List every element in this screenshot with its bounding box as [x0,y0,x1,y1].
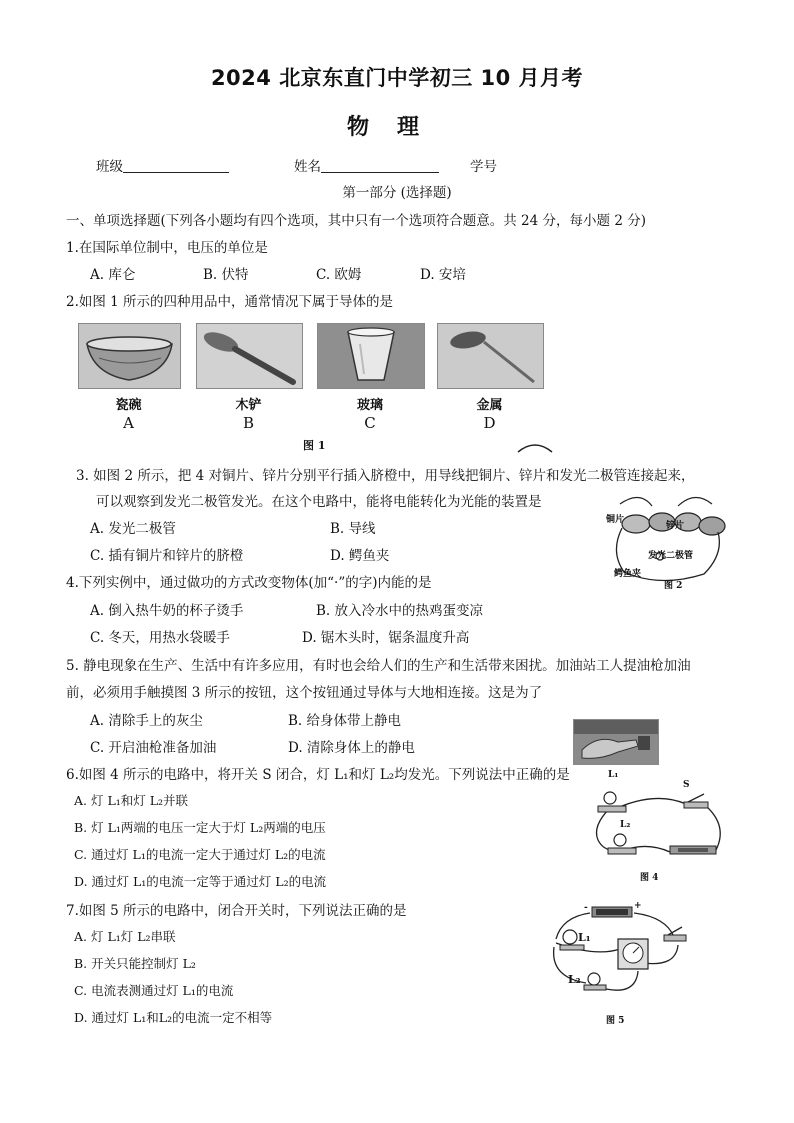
q1-option-a[interactable]: A. 库仑 [90,267,136,283]
q5-option-a[interactable]: A. 清除手上的灰尘 [90,713,203,729]
figure-1-caption: 图 1 [303,439,326,452]
q7-option-a[interactable]: A. 灯 L₁灯 L₂串联 [74,929,176,944]
figure-5 [546,897,696,1027]
q4-option-a[interactable]: A. 倒入热牛奶的杯子烫手 [90,603,244,619]
metal-spoon-icon [438,324,543,388]
q6-option-c[interactable]: C. 通过灯 L₁的电流一定大于通过灯 L₂的电流 [74,847,326,862]
q5-option-d[interactable]: D. 清除身体上的静电 [288,740,415,756]
q4-option-c[interactable]: C. 冬天，用热水袋暖手 [90,630,230,646]
q4-stem: 4.下列实例中，通过做功的方式改变物体(加“·”的字)内能的是 [66,575,432,591]
arc-mark [515,440,555,454]
name-label: 姓名 [294,159,321,175]
name-blank[interactable] [321,158,439,173]
q4-option-d[interactable]: D. 锯木头时，锯条温度升高 [302,630,470,646]
figure-3-photo [573,719,659,765]
zinc-label: 锌片 [666,521,685,531]
q3-stem-line1: 3. 如图 2 所示，把 4 对铜片、锌片分别平行插入脐橙中，用导线把铜片、锌片和发光二极管连接起来， [76,468,695,484]
metal-caption: 金属 [476,398,503,413]
switch-s-label: S [683,780,690,790]
class-blank[interactable] [123,158,229,173]
bowl-photo [78,323,181,389]
q3-option-c[interactable]: C. 插有铜片和锌片的脐橙 [90,548,244,564]
plus-terminal-label: + [634,901,642,911]
q7-option-c[interactable]: C. 电流表测通过灯 L₁的电流 [74,983,234,998]
glass-cup-icon [318,324,424,388]
section-heading: 一、单项选择题(下列各小题均有四个选项，其中只有一个选项符合题意。共 24 分，每小题 2 分) [66,213,646,229]
q4-option-b[interactable]: B. 放入冷水中的热鸡蛋变凉 [316,603,484,619]
glass-letter[interactable]: C [364,414,376,432]
spatula-caption: 木铲 [235,398,262,413]
class-field[interactable] [96,155,229,175]
q6-option-b[interactable]: B. 灯 L₁两端的电压一定大于灯 L₂两端的电压 [74,820,326,835]
q1-option-d[interactable]: D. 安培 [420,267,466,283]
copper-label: 铜片 [606,515,625,525]
l2-label: L₂ [620,820,631,830]
q5-stem-line1: 5. 静电现象在生产、生活中有许多应用，有时也会给人们的生产和生活带来困扰。加油站工人提油枪加油 [66,658,691,674]
spatula-letter[interactable]: B [242,414,255,432]
q3-option-d[interactable]: D. 鳄鱼夹 [330,548,390,564]
q7-option-b[interactable]: B. 开关只能控制灯 L₂ [74,956,196,971]
figure-5-caption: 图 5 [606,1016,625,1026]
figure-4-caption: 图 4 [640,873,659,883]
q6-option-a[interactable]: A. 灯 L₁和灯 L₂并联 [74,793,189,808]
q2-stem: 2.如图 1 所示的四种用品中，通常情况下属于导体的是 [66,294,394,310]
figure-4 [588,766,730,884]
q5-option-b[interactable]: B. 给身体带上静电 [288,713,402,729]
name-field[interactable] [294,155,439,175]
figure-2-caption: 图 2 [664,581,683,591]
spatula-photo [196,323,303,389]
wooden-spatula-icon [197,324,302,388]
part-title: 第一部分 (选择题) [342,185,452,201]
q6-stem: 6.如图 4 所示的电路中，将开关 S 闭合，灯 L₁和灯 L₂均发光。下列说法中正确的是 [66,767,570,783]
metal-letter[interactable]: D [483,414,496,432]
figure-2 [600,492,730,592]
l1-label: L₁ [608,770,619,780]
ammeter-circuit-diagram [546,897,696,1027]
q1-option-c[interactable]: C. 欧姆 [316,267,362,283]
series-circuit-diagram [588,766,730,884]
bowl-letter[interactable]: A [123,414,134,432]
q6-option-d[interactable]: D. 通过灯 L₁的电流一定等于通过灯 L₂的电流 [74,874,327,889]
page-title: 2024 北京东直门中学初三 10 月月考 [210,66,584,90]
l2-label-fig5: L₂ [568,973,581,986]
minus-terminal-label: - [584,903,588,913]
q7-stem: 7.如图 5 所示的电路中，闭合开关时，下列说法正确的是 [66,903,407,919]
subject-title: 物理 [346,115,447,140]
q3-option-a[interactable]: A. 发光二极管 [90,521,176,537]
q3-stem-line2: 可以观察到发光二极管发光。在这个电路中，能将电能转化为光能的装置是 [96,494,542,510]
q5-option-c[interactable]: C. 开启油枪准备加油 [90,740,217,756]
q5-stem-line2: 前，必须用手触摸图 3 所示的按钮，这个按钮通过导体与大地相连接。这是为了 [66,685,543,701]
led-label: 发光二极管 [648,551,694,561]
glass-caption: 玻璃 [356,398,383,413]
q1-option-b[interactable]: B. 伏特 [203,267,249,283]
hand-touching-button-icon [574,720,658,764]
q1-stem: 1.在国际单位制中，电压的单位是 [66,240,268,256]
glass-photo [317,323,425,389]
class-label: 班级 [96,159,123,175]
bowl-icon [79,324,180,388]
q7-option-d[interactable]: D. 通过灯 L₁和L₂的电流一定不相等 [74,1010,273,1025]
metal-photo [437,323,544,389]
l1-label-fig5: L₁ [578,931,591,944]
bowl-caption: 瓷碗 [115,398,142,413]
q3-option-b[interactable]: B. 导线 [330,521,376,537]
clip-label: 鳄鱼夹 [614,569,642,579]
id-label: 学号 [470,159,497,175]
